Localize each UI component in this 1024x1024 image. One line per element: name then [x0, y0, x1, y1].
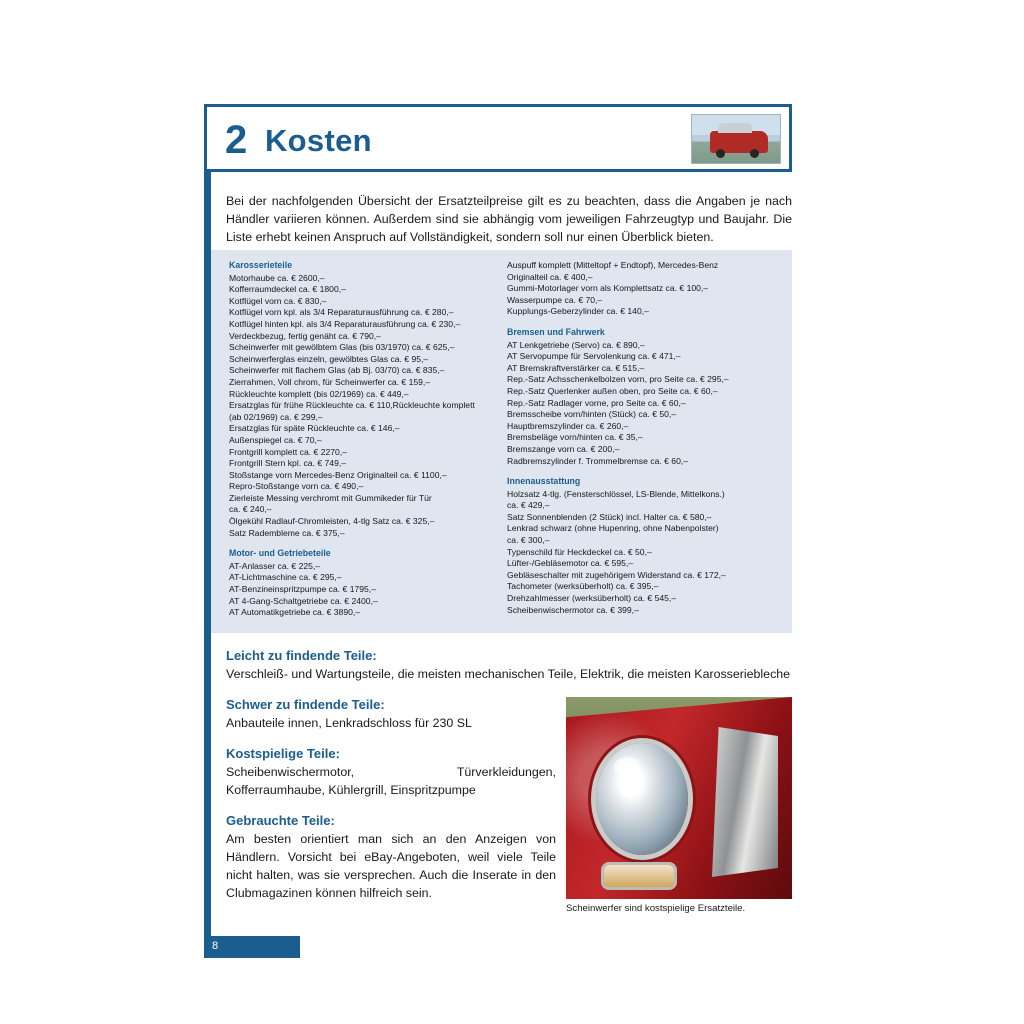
headlamp-lens-icon: [596, 743, 688, 855]
note-section-body: Am besten orientiert man sich an den Anzeigen von Händlern. Vorsicht bei eBay-Angeboten, weil viele Teile nicht halten, was sie versprechen. Auch die Inserate in den Clubmagazinen können hilfreich sein.: [226, 832, 556, 900]
price-list-item: Frontgrill komplett ca. € 2270,–: [229, 446, 347, 457]
price-list-item: Repro-Stoßstange vorn ca. € 490,–: [229, 481, 364, 492]
price-list-item: Rep.-Satz Achsschenkelbolzen vorn, pro Seite ca. € 295,–: [507, 374, 729, 385]
car-wheel-rear: [750, 149, 759, 158]
price-list-left-column: [229, 260, 487, 619]
price-category-heading: Bremsen und Fahrwerk: [507, 326, 605, 337]
chapter-number: 2: [225, 118, 248, 162]
price-list-item: Rückleuchte komplett (bis 02/1969) ca. € 449,–: [229, 388, 409, 399]
note-section: [226, 648, 792, 683]
price-category-heading: Innenausstattung: [507, 476, 581, 487]
price-list-item: Außenspiegel ca. € 70,–: [229, 434, 322, 445]
price-list-item: Kotflügel vorn kpl. als 3/4 Reparaturausführung ca. € 280,–: [229, 307, 454, 318]
car-wheel-front: [716, 149, 725, 158]
price-list-item: Lüfter-/Gebläsemotor ca. € 595,–: [507, 558, 634, 569]
left-vertical-rule: [204, 104, 211, 952]
price-list-item: Stoßstange vorn Mercedes-Benz Originalteil ca. € 1100,–: [229, 469, 447, 480]
note-section: [226, 746, 556, 799]
note-section-title: Gebrauchte Teile:: [226, 813, 335, 828]
price-list-item: Ölgekühl Radlauf-Chromleisten, 4-tlg Satz ca. € 325,–: [229, 516, 435, 527]
price-list-item: ca. € 240,–: [229, 504, 272, 515]
price-list-item: Verdeckbezug, fertig genäht ca. € 790,–: [229, 330, 381, 341]
price-list-item: Satz Sonnenblenden (2 Stück) incl. Halter ca. € 580,–: [507, 511, 712, 522]
price-list-item: Ersatzglas für frühe Rückleuchte ca. € 110,Rückleuchte komplett: [229, 400, 475, 411]
price-list-item: Bremsbeläge vorn/hinten ca. € 35,–: [507, 432, 643, 443]
price-list-item: AT Servopumpe für Servolenkung ca. € 471,–: [507, 351, 681, 362]
price-list-right-column: [507, 260, 765, 616]
price-list-item: Wasserpumpe ca. € 70,–: [507, 294, 603, 305]
chrome-grille: [712, 727, 778, 877]
price-list-panel: [211, 250, 792, 633]
price-list-item: Lenkrad schwarz (ohne Hupenring, ohne Nabenpolster): [507, 523, 719, 534]
price-list-item: Kotflügel vorn ca. € 830,–: [229, 295, 327, 306]
price-list-item: Zierleiste Messing verchromt mit Gummikeder für Tür: [229, 492, 432, 503]
price-list-item: Zierrahmen, Voll chrom, für Scheinwerfer ca. € 159,–: [229, 376, 431, 387]
price-list-item: Gebläseschalter mit zugehörigem Widerstand ca. € 172,–: [507, 569, 726, 580]
price-list-item: Typenschild für Heckdeckel ca. € 50,–: [507, 546, 652, 557]
note-section-body: Scheibenwischermotor, Türverkleidungen, Kofferraumhaube, Kühlergrill, Einspritzpumpe: [226, 765, 556, 797]
price-list-item: AT Automatikgetriebe ca. € 3890,–: [229, 607, 361, 618]
price-list-item: (ab 02/1969) ca. € 299,–: [229, 411, 323, 422]
price-list-item: AT-Lichtmaschine ca. € 295,–: [229, 572, 342, 583]
price-list-item: AT-Benzineinspritzpumpe ca. € 1795,–: [229, 584, 376, 595]
price-list-item: AT-Anlasser ca. € 225,–: [229, 560, 321, 571]
price-list-item: Bremsscheibe vorn/hinten (Stück) ca. € 50,–: [507, 409, 677, 420]
price-list-item: ca. € 429,–: [507, 500, 550, 511]
price-list-item: Bremszange vorn ca. € 200,–: [507, 443, 620, 454]
price-list-item: Satz Radembleme ca. € 375,–: [229, 527, 345, 538]
intro-paragraph: Bei der nachfolgenden Übersicht der Ersatzteilpreise gilt es zu beachten, dass die Angaben je nach Händler variieren können. Außerdem sind sie abhängig vom jeweiligen Fahrzeugtyp und Baujahr. Die Liste erhebt keinen Anspruch auf Vollständigkeit, sondern soll nur einen Überblick bieten.: [226, 194, 792, 244]
page-footer: [204, 936, 300, 958]
price-list-item: AT 4-Gang-Schaltgetriebe ca. € 2400,–: [229, 595, 378, 606]
note-section: [226, 813, 556, 902]
price-list-item: AT Lenkgetriebe (Servo) ca. € 890,–: [507, 339, 645, 350]
price-list-item: Motorhaube ca. € 2600,–: [229, 272, 325, 283]
price-list-item: Scheinwerfer mit flachem Glas (ab Bj. 03/70) ca. € 835,–: [229, 365, 445, 376]
note-section: [226, 697, 556, 732]
headlight-photo: [566, 697, 792, 899]
price-list-item: Frontgrill Stern kpl. ca. € 749,–: [229, 458, 347, 469]
price-list-item: Hauptbremszylinder ca. € 260,–: [507, 420, 629, 431]
price-list-item: Rep.-Satz Querlenker außen oben, pro Seite ca. € 60,–: [507, 385, 718, 396]
price-list-item: Scheinwerfer mit gewölbtem Glas (bis 03/1970) ca. € 625,–: [229, 342, 455, 353]
price-category-heading: Karosserieteile: [229, 260, 293, 270]
chapter-header: [204, 104, 792, 172]
price-list-item: Scheibenwischermotor ca. € 399,–: [507, 604, 639, 615]
price-list-item: Radbremszylinder f. Trommelbremse ca. € 60,–: [507, 455, 689, 466]
price-list-item: Rep.-Satz Radlager vorne, pro Seite ca. € 60,–: [507, 397, 686, 408]
note-section-body: Anbauteile innen, Lenkradschloss für 230 SL: [226, 716, 472, 730]
price-list-item: Scheinwerferglas einzeln, gewölbtes Glas ca. € 95,–: [229, 353, 429, 364]
price-list-item: Holzsatz 4-tlg. (Fensterschlössel, LS-Blende, Mittelkons.): [507, 488, 725, 499]
price-list-item: Auspuff komplett (Mitteltopf + Endtopf), Mercedes-Benz: [507, 260, 719, 270]
page-number: 8: [212, 940, 219, 952]
note-section-title: Kostspielige Teile:: [226, 746, 340, 761]
price-list-item: Originalteil ca. € 400,–: [507, 271, 593, 282]
price-list-item: ca. € 300,–: [507, 535, 550, 546]
note-section-title: Leicht zu findende Teile:: [226, 648, 377, 663]
turn-signal-lens: [604, 865, 674, 887]
price-list-item: Drehzahlmesser (werksüberholt) ca. € 545,–: [507, 593, 677, 604]
figure-caption: Scheinwerfer sind kostspielige Ersatzteile.: [566, 903, 746, 914]
price-list-item: AT Bremskraftverstärker ca. € 515,–: [507, 362, 645, 373]
note-section-title: Schwer zu findende Teile:: [226, 697, 385, 712]
price-list-item: Tachometer (werksüberholt) ca. € 395,–: [507, 581, 659, 592]
price-list-item: Gummi-Motorlager vorn als Komplettsatz ca. € 100,–: [507, 283, 709, 294]
chapter-car-photo: [691, 114, 781, 164]
price-category-heading: Motor- und Getriebeteile: [229, 548, 331, 559]
chapter-title: Kosten: [265, 123, 372, 158]
price-list-item: Ersatzglas für späte Rückleuchte ca. € 146,–: [229, 423, 400, 434]
price-list-item: Kotflügel hinten kpl. als 3/4 Reparaturausführung ca. € 230,–: [229, 318, 461, 329]
price-list-item: Kupplungs-Geberzylinder ca. € 140,–: [507, 306, 649, 317]
price-list-item: Kofferraumdeckel ca. € 1800,–: [229, 284, 346, 295]
note-section-body: Verschleiß- und Wartungsteile, die meisten mechanischen Teile, Elektrik, die meisten Karosseriebleche: [226, 667, 791, 681]
